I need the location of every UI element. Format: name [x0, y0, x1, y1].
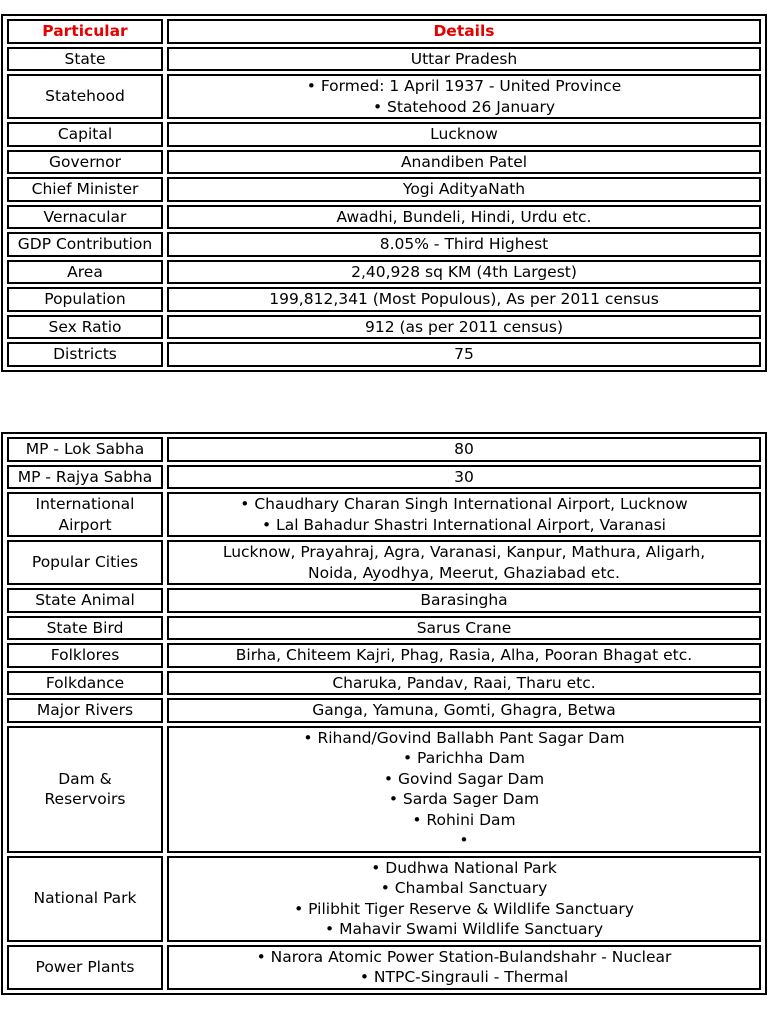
row-value: Barasingha [167, 588, 761, 613]
label-line: International [35, 495, 135, 513]
row-value: Yogi AdityaNath [167, 177, 761, 202]
table-row [7, 540, 761, 585]
row-label: Capital [7, 122, 163, 147]
row-label: Power Plants [7, 945, 163, 990]
row-label: National Park [7, 856, 163, 942]
value-line: • NTPC-Singrauli - Thermal [359, 968, 569, 986]
row-label: Folkdance [7, 671, 163, 696]
row-label: MP - Rajya Sabha [7, 465, 163, 490]
value-line: • Parichha Dam [402, 749, 526, 767]
table-row [7, 437, 761, 462]
value-line: Noida, Ayodhya, Meerut, Ghaziabad etc. [308, 563, 620, 582]
header-particular: Particular [7, 19, 163, 44]
row-value: Sarus Crane [167, 616, 761, 641]
row-label: State Animal [7, 588, 163, 613]
row-value: Birha, Chiteem Kajri, Phag, Rasia, Alha, Pooran Bhagat etc. [167, 643, 761, 668]
row-value: Ganga, Yamuna, Gomti, Ghagra, Betwa [167, 698, 761, 723]
row-value: Awadhi, Bundeli, Hindi, Urdu etc. [167, 205, 761, 230]
row-label: Governor [7, 150, 163, 175]
row-value: Anandiben Patel [167, 150, 761, 175]
row-value: Lucknow [167, 122, 761, 147]
table-row [7, 205, 761, 230]
label-line: Dam & [58, 769, 112, 788]
table-row [7, 342, 761, 367]
table-row [7, 698, 761, 723]
row-label [7, 492, 163, 537]
row-label: State [7, 47, 163, 72]
row-label: Sex Ratio [7, 315, 163, 340]
table-row [7, 945, 761, 990]
value-line: • Statehood 26 January [372, 97, 556, 116]
value-line: Lucknow, Prayahraj, Agra, Varanasi, Kanpur, Mathura, Aligarh, [222, 543, 706, 561]
table-row [7, 150, 761, 175]
table-row [7, 856, 761, 942]
table-row [7, 643, 761, 668]
table-row [7, 74, 761, 119]
value-line: • Rihand/Govind Ballabh Pant Sagar Dam [303, 728, 625, 747]
value-line: • Pilibhit Tiger Reserve & Wildlife Sanctuary [294, 899, 634, 918]
value-line: • Chambal Sanctuary [380, 879, 548, 897]
header-details: Details [167, 19, 761, 44]
row-label: GDP Contribution [7, 232, 163, 257]
row-label: Population [7, 287, 163, 312]
row-label [7, 726, 163, 853]
state-info-table [1, 14, 767, 372]
value-line: • Chaudhary Charan Singh International Airport, Lucknow [240, 495, 688, 513]
row-value: 80 [167, 437, 761, 462]
table-row [7, 260, 761, 285]
row-label: Popular Cities [7, 540, 163, 585]
value-line: • Sarda Sager Dam [388, 790, 540, 808]
table-header-row [7, 19, 761, 44]
table-row [7, 588, 761, 613]
row-value [167, 540, 761, 585]
row-label: Chief Minister [7, 177, 163, 202]
row-value: 30 [167, 465, 761, 490]
row-label: Statehood [7, 74, 163, 119]
value-line: • Mahavir Swami Wildlife Sanctuary [325, 920, 603, 938]
table-row [7, 315, 761, 340]
table-row [7, 232, 761, 257]
table-row [7, 287, 761, 312]
table-row [7, 177, 761, 202]
value-line: • Govind Sagar Dam [383, 769, 545, 788]
row-value [167, 726, 761, 853]
row-label: Folklores [7, 643, 163, 668]
row-value: 199,812,341 (Most Populous), As per 2011 census [167, 287, 761, 312]
row-value: 912 (as per 2011 census) [167, 315, 761, 340]
value-line: • [459, 831, 469, 849]
table-row [7, 726, 761, 853]
table-row [7, 616, 761, 641]
table-row [7, 47, 761, 72]
row-value [167, 856, 761, 942]
state-facts-table [1, 432, 767, 995]
row-label: Major Rivers [7, 698, 163, 723]
value-line: • Lal Bahadur Shastri International Airport, Varanasi [261, 515, 666, 534]
value-line: • Rohini Dam [412, 810, 516, 829]
table-row [7, 465, 761, 490]
value-line: • Narora Atomic Power Station-Bulandshahr - Nuclear [256, 947, 672, 966]
row-value [167, 492, 761, 537]
row-value: 2,40,928 sq KM (4th Largest) [167, 260, 761, 285]
row-value: 75 [167, 342, 761, 367]
row-value: Uttar Pradesh [167, 47, 761, 72]
row-value [167, 945, 761, 990]
row-label: Area [7, 260, 163, 285]
row-label: MP - Lok Sabha [7, 437, 163, 462]
label-line: Reservoirs [44, 790, 126, 808]
value-line: • Dudhwa National Park [371, 858, 557, 877]
label-line: Airport [58, 515, 112, 534]
value-line: • Formed: 1 April 1937 - United Province [306, 77, 622, 95]
row-label: Districts [7, 342, 163, 367]
row-label: Vernacular [7, 205, 163, 230]
row-value: Charuka, Pandav, Raai, Tharu etc. [167, 671, 761, 696]
table-row [7, 671, 761, 696]
row-value: 8.05% - Third Highest [167, 232, 761, 257]
row-label: State Bird [7, 616, 163, 641]
table-row [7, 492, 761, 537]
row-value [167, 74, 761, 119]
table-row [7, 122, 761, 147]
